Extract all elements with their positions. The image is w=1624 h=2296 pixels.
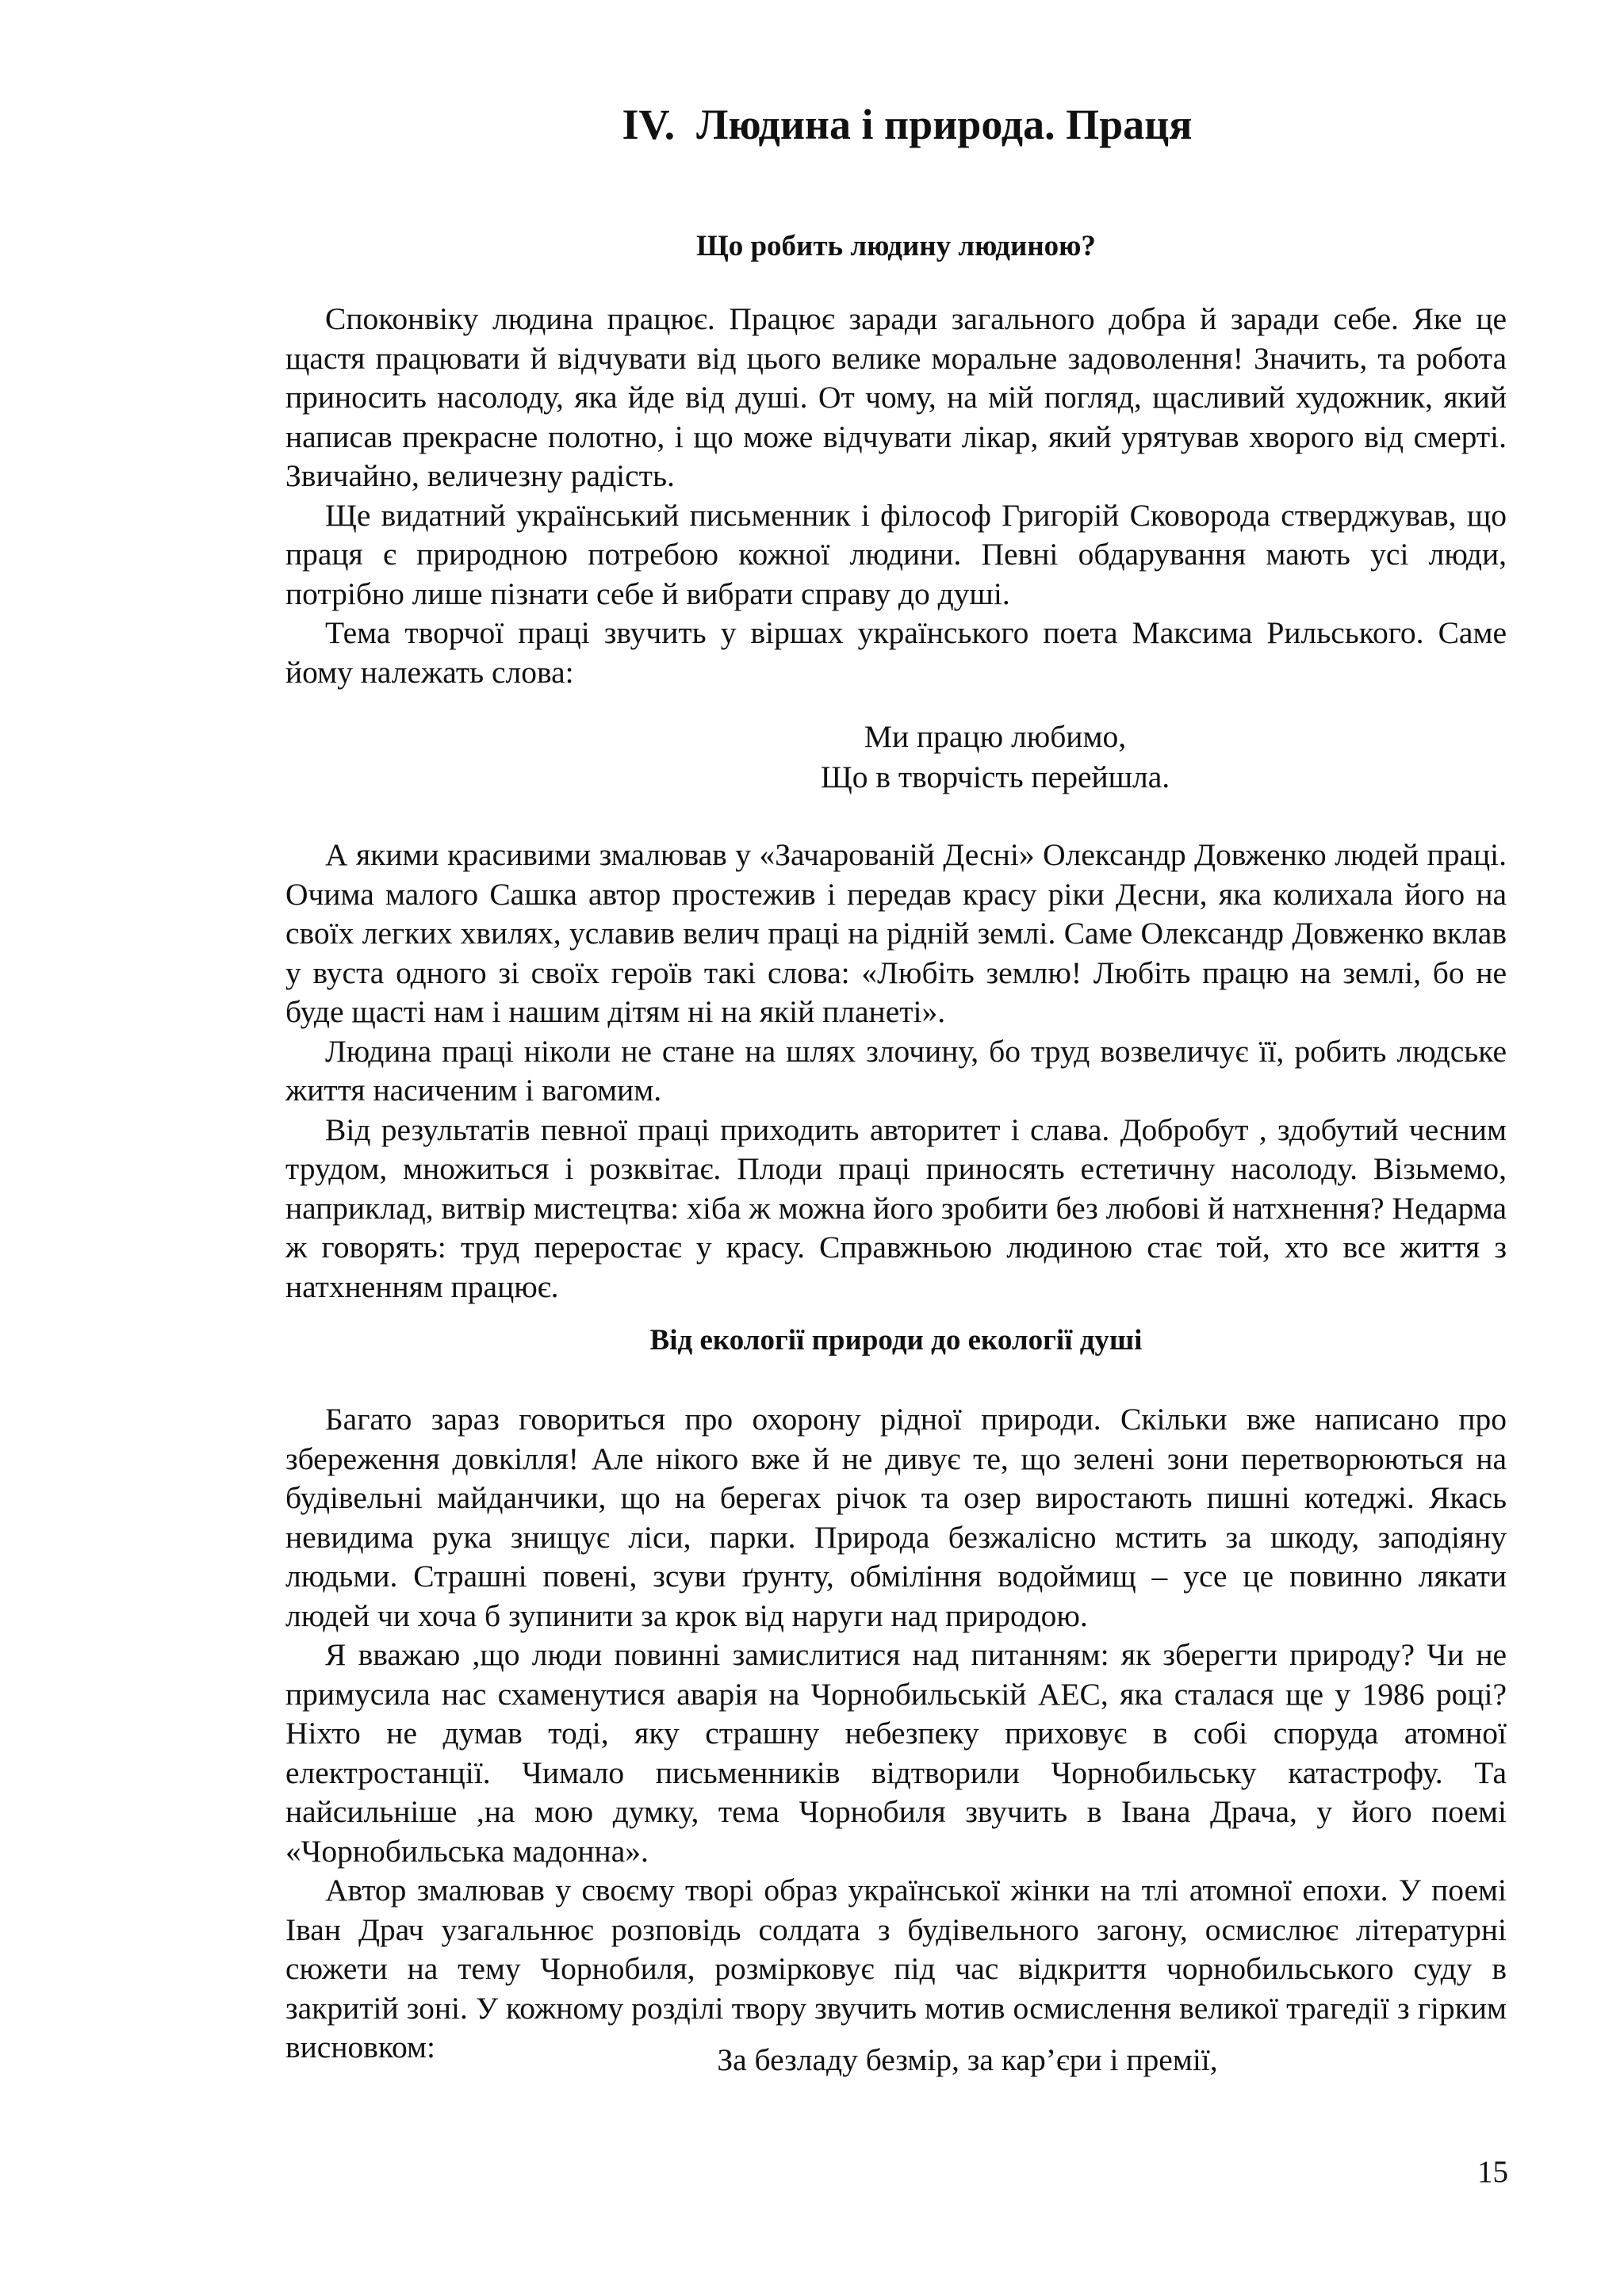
paragraph: Людина праці ніколи не стане на шлях злочину, бо труд возвеличує її, робить людське життя насиченим і вагомим.: [285, 1033, 1507, 1108]
paragraph: Тема творчої праці звучить у віршах українського поета Максима Рильського. Саме йому належать слова:: [285, 615, 1507, 690]
page-number: 15: [1477, 2155, 1508, 2189]
section1-text-part2: [285, 836, 1507, 1307]
paragraph: Від результатів певної праці приходить авторитет і слава. Добробут , здобутий чесним трудом, множиться і розквітає. Плоди праці приносять естетичну насолоду. Візьмемо, наприклад, витвір мистецтва: хіба ж можна його зробити без любові й натхнення? Недарма ж говорять: труд переростає у красу. Справжньою людиною стає той, хто все життя з натхненням працює.: [285, 1112, 1507, 1304]
verse-line: Ми працю любимо,: [864, 719, 1127, 754]
verse-line: Що в творчість перейшла.: [820, 760, 1170, 794]
verse-quote-drach: [285, 2040, 1507, 2080]
chapter-title: IV. Людина і природа. Праця: [622, 101, 1193, 148]
paragraph: Багато зараз говориться про охорону рідної природи. Скільки вже написано про збереження довкілля! Але нікого вже й не дивує те, що зелені зони перетворюються на будівельні майданчики, що на берегах річок та озер виростають пишні котеджі. Якась невидима рука знищує ліси, парки. Природа безжалісно мстить за шкоду, заподіяну людьми. Страшні повені, зсуви ґрунту, обміління водоймищ – усе це повинно лякати людей чи хоча б зупинити за крок від наруги над природою.: [285, 1402, 1507, 1633]
verse-quote-rylsky: [285, 717, 1507, 798]
paragraph: Автор змалював у своєму творі образ української жінки на тлі атомної епохи. У поемі Іван Драч узагальнює розповідь солдата з будівельного загону, осмислює літературні сюжети на тему Чорнобиля, розмірковує під час відкриття чорнобильського суду в закритій зоні. У кожному розділі твору звучить мотив осмислення великої трагедії з гірким висновком:: [285, 1873, 1507, 2064]
verse-line: За безладу безмір, за кар’єри і премії,: [717, 2042, 1218, 2077]
paragraph: А якими красивими змалював у «Зачарованій Десні» Олександр Довженко людей праці. Очима малого Сашка автор простежив і передав красу ріки Десни, яка колихала його на своїх легких хвилях, уславив велич праці на рідній землі. Саме Олександр Довженко вклав у вуста одного зі своїх героїв такі слова: «Любіть землю! Любіть працю на землі, бо не буде щасті нам і нашим дітям ні на якій планеті».: [285, 837, 1507, 1029]
paragraph: Споконвіку людина працює. Працює заради загального добра й заради себе. Яке це щастя працювати й відчувати від цього велике моральне задоволення! Значить, та робота приносить насолоду, яка йде від душі. От чому, на мій погляд, щасливий художник, який написав прекрасне полотно, і що може відчувати лікар, який урятував хворого від смерті. Звичайно, величезну радість.: [285, 301, 1507, 493]
section2-text: [285, 1400, 1507, 2068]
paragraph: Я вважаю ,що люди повинні замислитися над питанням: як зберегти природу? Чи не примусила нас схаменутися аварія на Чорнобильській АЕС, яка сталася ще у 1986 році? Ніхто не думав тоді, яку страшну небезпеку приховує в собі споруда атомної електростанції. Чимало письменників відтворили Чорнобильську катастрофу. Та найсильніше ,на мою думку, тема Чорнобиля звучить в Івана Драча, у його поемі «Чорнобильська мадонна».: [285, 1637, 1507, 1869]
section-title-ecology: Від екології природи до екології душі: [649, 1324, 1143, 1357]
paragraph: Ще видатний український письменник і філософ Григорій Сковорода стверджував, що праця є природною потребою кожної людини. Певні обдарування мають усі люди, потрібно лише пізнати себе й вибрати справу до душі.: [285, 497, 1507, 611]
section1-text-part1: [285, 300, 1507, 692]
section-title-what-makes-human: Що робить людину людиною?: [696, 230, 1096, 262]
